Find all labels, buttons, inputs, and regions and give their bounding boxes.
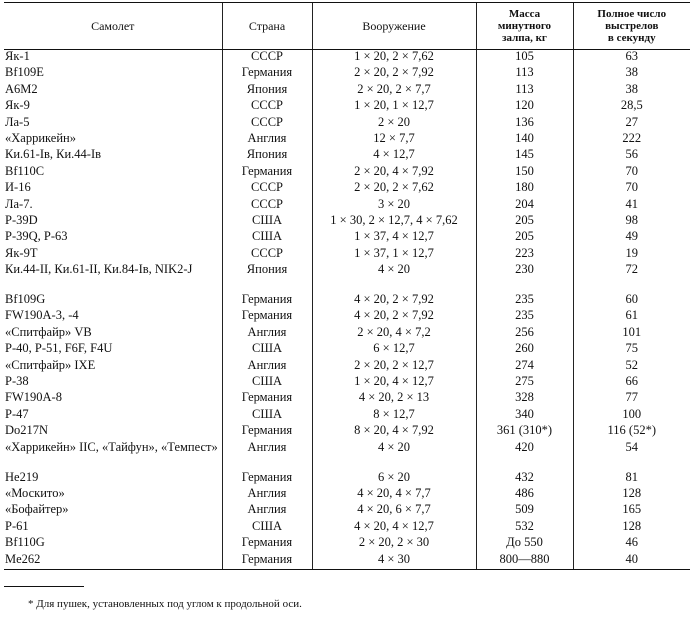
cell-salvo-mass: 275 bbox=[476, 375, 573, 391]
cell-salvo-mass: 256 bbox=[476, 326, 573, 342]
cell-aircraft: P-40, P-51, F6F, F4U bbox=[5, 341, 113, 356]
cell-aircraft: «Москито» bbox=[5, 485, 65, 500]
cell-shots: 81 bbox=[573, 471, 690, 487]
cell-country: США bbox=[222, 230, 312, 246]
cell-salvo-mass: 432 bbox=[476, 471, 573, 487]
cell-country: Германия bbox=[222, 424, 312, 440]
cell-country: СССР bbox=[222, 198, 312, 214]
table-row bbox=[4, 293, 690, 309]
table-row bbox=[4, 99, 690, 115]
cell-armament: 2 × 20, 2 × 30 bbox=[312, 536, 476, 552]
cell-shots: 116 (52*) bbox=[573, 424, 690, 440]
cell-salvo-mass: 328 bbox=[476, 391, 573, 407]
cell-country: Германия bbox=[222, 293, 312, 309]
cell-aircraft: P-39D bbox=[5, 212, 38, 227]
cell-shots: 98 bbox=[573, 214, 690, 230]
cell-shots: 72 bbox=[573, 263, 690, 293]
cell-aircraft: «Бофайтер» bbox=[5, 502, 69, 517]
cell-shots: 128 bbox=[573, 487, 690, 503]
cell-armament: 2 × 20, 2 × 7,92 bbox=[312, 66, 476, 82]
cell-salvo-mass: 486 bbox=[476, 487, 573, 503]
cell-shots: 61 bbox=[573, 309, 690, 325]
cell-shots: 77 bbox=[573, 391, 690, 407]
cell-salvo-mass: 800—880 bbox=[476, 553, 573, 570]
cell-country: Англия bbox=[222, 441, 312, 471]
cell-aircraft: Ла-7. bbox=[5, 196, 33, 211]
cell-aircraft: Ки.61-Iв, Ки.44-Iв bbox=[5, 147, 102, 162]
cell-country: СССР bbox=[222, 116, 312, 132]
cell-country: США bbox=[222, 520, 312, 536]
cell-country: Англия bbox=[222, 132, 312, 148]
cell-aircraft: P-47 bbox=[5, 406, 29, 421]
cell-country: Германия bbox=[222, 391, 312, 407]
cell-salvo-mass: 204 bbox=[476, 198, 573, 214]
table-row bbox=[4, 214, 690, 230]
table-header-row bbox=[4, 3, 690, 50]
cell-country: Германия bbox=[222, 553, 312, 570]
cell-aircraft: FW190A-3, -4 bbox=[5, 308, 79, 323]
cell-armament: 8 × 12,7 bbox=[312, 408, 476, 424]
cell-salvo-mass: 340 bbox=[476, 408, 573, 424]
cell-aircraft: Ки.44-II, Ки.61-II, Ки.84-Iв, NIK2-J bbox=[5, 262, 193, 277]
cell-aircraft: «Спитфайр» IXE bbox=[5, 357, 96, 372]
table-row bbox=[4, 198, 690, 214]
cell-salvo-mass: 532 bbox=[476, 520, 573, 536]
cell-armament: 6 × 20 bbox=[312, 471, 476, 487]
table-row bbox=[4, 536, 690, 552]
footnote: * Для пушек, установленных под углом к продольной оси. bbox=[28, 598, 302, 610]
cell-aircraft: И-16 bbox=[5, 180, 31, 195]
cell-shots: 49 bbox=[573, 230, 690, 246]
cell-salvo-mass: 140 bbox=[476, 132, 573, 148]
cell-shots: 222 bbox=[573, 132, 690, 148]
cell-country: США bbox=[222, 375, 312, 391]
cell-shots: 38 bbox=[573, 83, 690, 99]
cell-armament: 8 × 20, 4 × 7,92 bbox=[312, 424, 476, 440]
table-row bbox=[4, 181, 690, 197]
table-row bbox=[4, 132, 690, 148]
cell-shots: 40 bbox=[573, 553, 690, 570]
cell-shots: 70 bbox=[573, 165, 690, 181]
cell-armament: 2 × 20 bbox=[312, 116, 476, 132]
cell-country: СССР bbox=[222, 99, 312, 115]
cell-armament: 4 × 20, 2 × 7,92 bbox=[312, 293, 476, 309]
table-row bbox=[4, 342, 690, 358]
cell-armament: 1 × 20, 4 × 12,7 bbox=[312, 375, 476, 391]
table-row bbox=[4, 230, 690, 246]
table-row bbox=[4, 391, 690, 407]
cell-aircraft: Me262 bbox=[4, 553, 222, 570]
cell-country: США bbox=[222, 342, 312, 358]
footnote-divider bbox=[4, 586, 84, 587]
cell-armament: 3 × 20 bbox=[312, 198, 476, 214]
cell-armament: 6 × 12,7 bbox=[312, 342, 476, 358]
table-row bbox=[4, 116, 690, 132]
cell-shots: 38 bbox=[573, 66, 690, 82]
cell-salvo-mass: 205 bbox=[476, 230, 573, 246]
cell-aircraft: He219 bbox=[5, 469, 39, 484]
aircraft-armament-table bbox=[4, 2, 690, 570]
cell-armament: 4 × 20 bbox=[312, 263, 476, 293]
cell-aircraft: «Харрикейн» IIC, «Тайфун», «Темпест» bbox=[5, 439, 218, 454]
header-aircraft: Самолет bbox=[4, 3, 222, 50]
cell-shots: 63 bbox=[573, 50, 690, 67]
cell-aircraft: Bf110C bbox=[5, 163, 45, 178]
cell-country: Германия bbox=[222, 471, 312, 487]
cell-salvo-mass: 260 bbox=[476, 342, 573, 358]
cell-armament: 4 × 20, 6 × 7,7 bbox=[312, 503, 476, 519]
table-row bbox=[4, 553, 690, 570]
cell-country: Япония bbox=[222, 263, 312, 293]
table-row bbox=[4, 441, 690, 471]
table-row bbox=[4, 471, 690, 487]
cell-salvo-mass: 205 bbox=[476, 214, 573, 230]
cell-aircraft: Ла-5 bbox=[5, 114, 30, 129]
cell-shots: 100 bbox=[573, 408, 690, 424]
table-row bbox=[4, 165, 690, 181]
cell-country: Япония bbox=[222, 83, 312, 99]
table-row bbox=[4, 503, 690, 519]
cell-salvo-mass: 113 bbox=[476, 83, 573, 99]
table-row bbox=[4, 148, 690, 164]
cell-armament: 2 × 20, 2 × 12,7 bbox=[312, 359, 476, 375]
table-row bbox=[4, 424, 690, 440]
table-row bbox=[4, 66, 690, 82]
cell-salvo-mass: До 550 bbox=[476, 536, 573, 552]
table-row bbox=[4, 83, 690, 99]
cell-shots: 19 bbox=[573, 247, 690, 263]
table-row bbox=[4, 408, 690, 424]
cell-country: Германия bbox=[222, 66, 312, 82]
cell-shots: 101 bbox=[573, 326, 690, 342]
cell-armament: 1 × 30, 2 × 12,7, 4 × 7,62 bbox=[312, 214, 476, 230]
cell-country: Германия bbox=[222, 309, 312, 325]
cell-armament: 2 × 20, 2 × 7,62 bbox=[312, 181, 476, 197]
cell-armament: 4 × 20, 4 × 12,7 bbox=[312, 520, 476, 536]
cell-aircraft: Як-1 bbox=[5, 49, 30, 63]
cell-shots: 56 bbox=[573, 148, 690, 164]
cell-aircraft: A6M2 bbox=[5, 81, 38, 96]
cell-armament: 1 × 37, 1 × 12,7 bbox=[312, 247, 476, 263]
cell-salvo-mass: 420 bbox=[476, 441, 573, 471]
cell-salvo-mass: 113 bbox=[476, 66, 573, 82]
table-row bbox=[4, 487, 690, 503]
header-salvo-mass: Масса минутного залпа, кг bbox=[476, 3, 573, 50]
cell-country: США bbox=[222, 214, 312, 230]
cell-country: Англия bbox=[222, 487, 312, 503]
cell-armament: 1 × 37, 4 × 12,7 bbox=[312, 230, 476, 246]
cell-shots: 165 bbox=[573, 503, 690, 519]
cell-country: США bbox=[222, 408, 312, 424]
cell-armament: 1 × 20, 2 × 7,62 bbox=[312, 50, 476, 67]
cell-shots: 70 bbox=[573, 181, 690, 197]
cell-aircraft: P-39Q, P-63 bbox=[5, 229, 68, 244]
cell-aircraft: FW190A-8 bbox=[5, 390, 62, 405]
cell-aircraft: Bf110G bbox=[5, 535, 45, 550]
header-country: Страна bbox=[222, 3, 312, 50]
cell-country: Англия bbox=[222, 359, 312, 375]
table-row bbox=[4, 359, 690, 375]
cell-aircraft: Bf109G bbox=[5, 292, 46, 307]
cell-shots: 52 bbox=[573, 359, 690, 375]
cell-shots: 128 bbox=[573, 520, 690, 536]
cell-salvo-mass: 120 bbox=[476, 99, 573, 115]
cell-armament: 4 × 20, 2 × 13 bbox=[312, 391, 476, 407]
cell-armament: 1 × 20, 1 × 12,7 bbox=[312, 99, 476, 115]
cell-country: Англия bbox=[222, 503, 312, 519]
cell-shots: 41 bbox=[573, 198, 690, 214]
table-row bbox=[4, 263, 690, 293]
cell-shots: 46 bbox=[573, 536, 690, 552]
cell-country: Германия bbox=[222, 165, 312, 181]
header-shots-per-second: Полное число выстрелов в секунду bbox=[573, 3, 690, 50]
cell-salvo-mass: 145 bbox=[476, 148, 573, 164]
cell-salvo-mass: 235 bbox=[476, 309, 573, 325]
cell-shots: 27 bbox=[573, 116, 690, 132]
cell-aircraft: Do217N bbox=[5, 423, 49, 438]
cell-salvo-mass: 509 bbox=[476, 503, 573, 519]
table-row bbox=[4, 520, 690, 536]
cell-salvo-mass: 180 bbox=[476, 181, 573, 197]
table-row bbox=[4, 326, 690, 342]
header-armament: Вооружение bbox=[312, 3, 476, 50]
cell-salvo-mass: 105 bbox=[476, 50, 573, 67]
cell-aircraft: «Спитфайр» VB bbox=[5, 324, 92, 339]
cell-armament: 4 × 20, 4 × 7,7 bbox=[312, 487, 476, 503]
cell-aircraft: P-38 bbox=[5, 374, 29, 389]
table-row bbox=[4, 309, 690, 325]
cell-armament: 4 × 20 bbox=[312, 441, 476, 471]
cell-salvo-mass: 223 bbox=[476, 247, 573, 263]
table-row bbox=[4, 247, 690, 263]
cell-shots: 75 bbox=[573, 342, 690, 358]
cell-country: Япония bbox=[222, 148, 312, 164]
table-row bbox=[4, 50, 690, 67]
cell-armament: 2 × 20, 2 × 7,7 bbox=[312, 83, 476, 99]
cell-country: СССР bbox=[222, 181, 312, 197]
cell-aircraft: Як-9 bbox=[5, 98, 30, 113]
cell-salvo-mass: 150 bbox=[476, 165, 573, 181]
cell-armament: 4 × 12,7 bbox=[312, 148, 476, 164]
cell-armament: 2 × 20, 4 × 7,92 bbox=[312, 165, 476, 181]
cell-country: Германия bbox=[222, 536, 312, 552]
cell-armament: 12 × 7,7 bbox=[312, 132, 476, 148]
cell-armament: 2 × 20, 4 × 7,2 bbox=[312, 326, 476, 342]
cell-armament: 4 × 30 bbox=[312, 553, 476, 570]
cell-aircraft: Як-9Т bbox=[5, 245, 38, 260]
cell-armament: 4 × 20, 2 × 7,92 bbox=[312, 309, 476, 325]
cell-salvo-mass: 230 bbox=[476, 263, 573, 293]
cell-shots: 66 bbox=[573, 375, 690, 391]
table-body bbox=[4, 50, 690, 570]
cell-country: СССР bbox=[222, 50, 312, 67]
cell-shots: 28,5 bbox=[573, 99, 690, 115]
table-row bbox=[4, 375, 690, 391]
cell-shots: 54 bbox=[573, 441, 690, 471]
cell-salvo-mass: 361 (310*) bbox=[476, 424, 573, 440]
cell-salvo-mass: 136 bbox=[476, 116, 573, 132]
cell-shots: 60 bbox=[573, 293, 690, 309]
cell-aircraft: «Харрикейн» bbox=[5, 130, 76, 145]
cell-country: Англия bbox=[222, 326, 312, 342]
cell-salvo-mass: 274 bbox=[476, 359, 573, 375]
cell-aircraft: Bf109E bbox=[5, 65, 44, 80]
cell-salvo-mass: 235 bbox=[476, 293, 573, 309]
cell-country: СССР bbox=[222, 247, 312, 263]
cell-aircraft: P-61 bbox=[5, 518, 29, 533]
